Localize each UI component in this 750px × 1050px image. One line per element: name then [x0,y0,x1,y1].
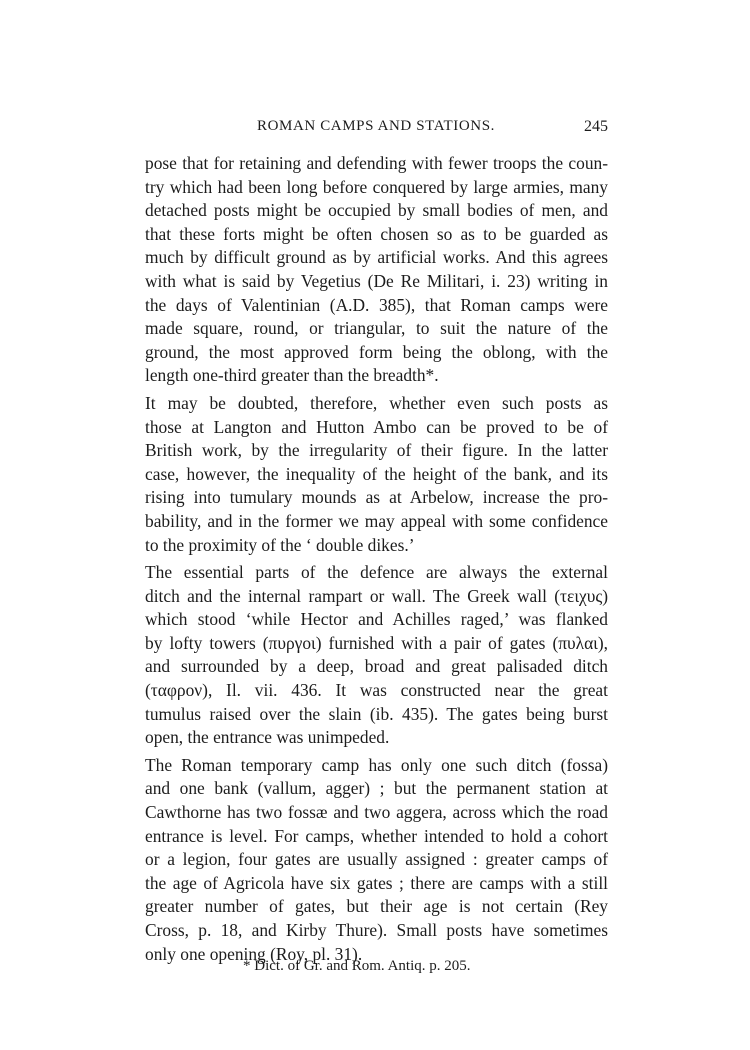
text-line: (ταφρον), Il. vii. 436. It was constructed near the great [145,680,608,701]
text-line: The essential parts of the defence are always the external [145,562,608,583]
footnote: * Dict. of Gr. and Rom. Antiq. p. 205. [243,958,471,974]
text-line: entrance is level. For camps, whether intended to hold a cohort [145,825,608,846]
text-line: The Roman temporary camp has only one such ditch (fossa) [145,754,608,775]
text-line: It may be doubted, therefore, whether even such posts as [145,392,608,413]
running-title: ROMAN CAMPS AND STATIONS. [257,118,496,134]
text-line: bability, and in the former we may appeal with some confidence [145,510,608,531]
body-text [145,152,608,966]
text-line: and surrounded by a deep, broad and great palisaded ditch [145,656,608,677]
text-line: length one-third greater than the breadth*. [145,365,439,386]
paragraph [145,754,608,966]
page-number: 245 [584,118,608,135]
text-line: detached posts might be occupied by small bodies of men, and [145,200,608,221]
text-line: tumulus raised over the slain (ib. 435). The gates being burst [145,703,608,724]
paragraph [145,152,608,388]
text-line: by lofty towers (πυργοι) furnished with a pair of gates (πυλαι), [145,632,608,653]
text-line: British work, by the irregularity of their figure. In the latter [145,440,608,461]
text-line: to the proximity of the ‘ double dikes.’ [145,534,415,555]
text-line: pose that for retaining and defending with fewer troops the coun- [145,153,608,173]
text-line: open, the entrance was unimpeded. [145,727,390,748]
text-line: those at Langton and Hutton Ambo can be proved to be of [145,416,608,437]
text-line: which stood ‘while Hector and Achilles raged,’ was flanked [145,609,608,630]
text-line: only one opening (Roy, pl. 31). [145,943,363,964]
running-head [145,118,608,142]
text-line: Cross, p. 18, and Kirby Thure). Small posts have sometimes [145,920,608,940]
paragraph [145,392,608,557]
text-line: greater number of gates, but their age is not certain (Rey [145,896,608,917]
text-line: case, however, the inequality of the height of the bank, and its [145,463,608,484]
text-line: and one bank (vallum, agger) ; but the permanent station at [145,778,608,799]
text-line: or a legion, four gates are usually assigned : greater camps of [145,849,608,870]
text-line: ditch and the internal rampart or wall. The Greek wall (τειχυς) [145,585,608,606]
text-line: try which had been long before conquered by large armies, many [145,176,608,197]
text-line: ground, the most approved form being the oblong, with the [145,341,608,362]
text-line: the age of Agricola have six gates ; there are camps with a still [145,872,608,893]
paragraph [145,561,608,750]
text-line: made square, round, or triangular, to suit the nature of the [145,318,608,339]
text-line: much by difficult ground as by artificial works. And this agrees [145,247,608,268]
text-line: Cawthorne has two fossæ and two aggera, across which the road [145,802,608,823]
text-line: that these forts might be often chosen so as to be guarded as [145,223,608,244]
text-line: with what is said by Vegetius (De Re Militari, i. 23) writing in [145,270,608,291]
text-line: the days of Valentinian (A.D. 385), that Roman camps were [145,294,608,315]
text-line: rising into tumulary mounds as at Arbelow, increase the pro- [145,487,608,508]
